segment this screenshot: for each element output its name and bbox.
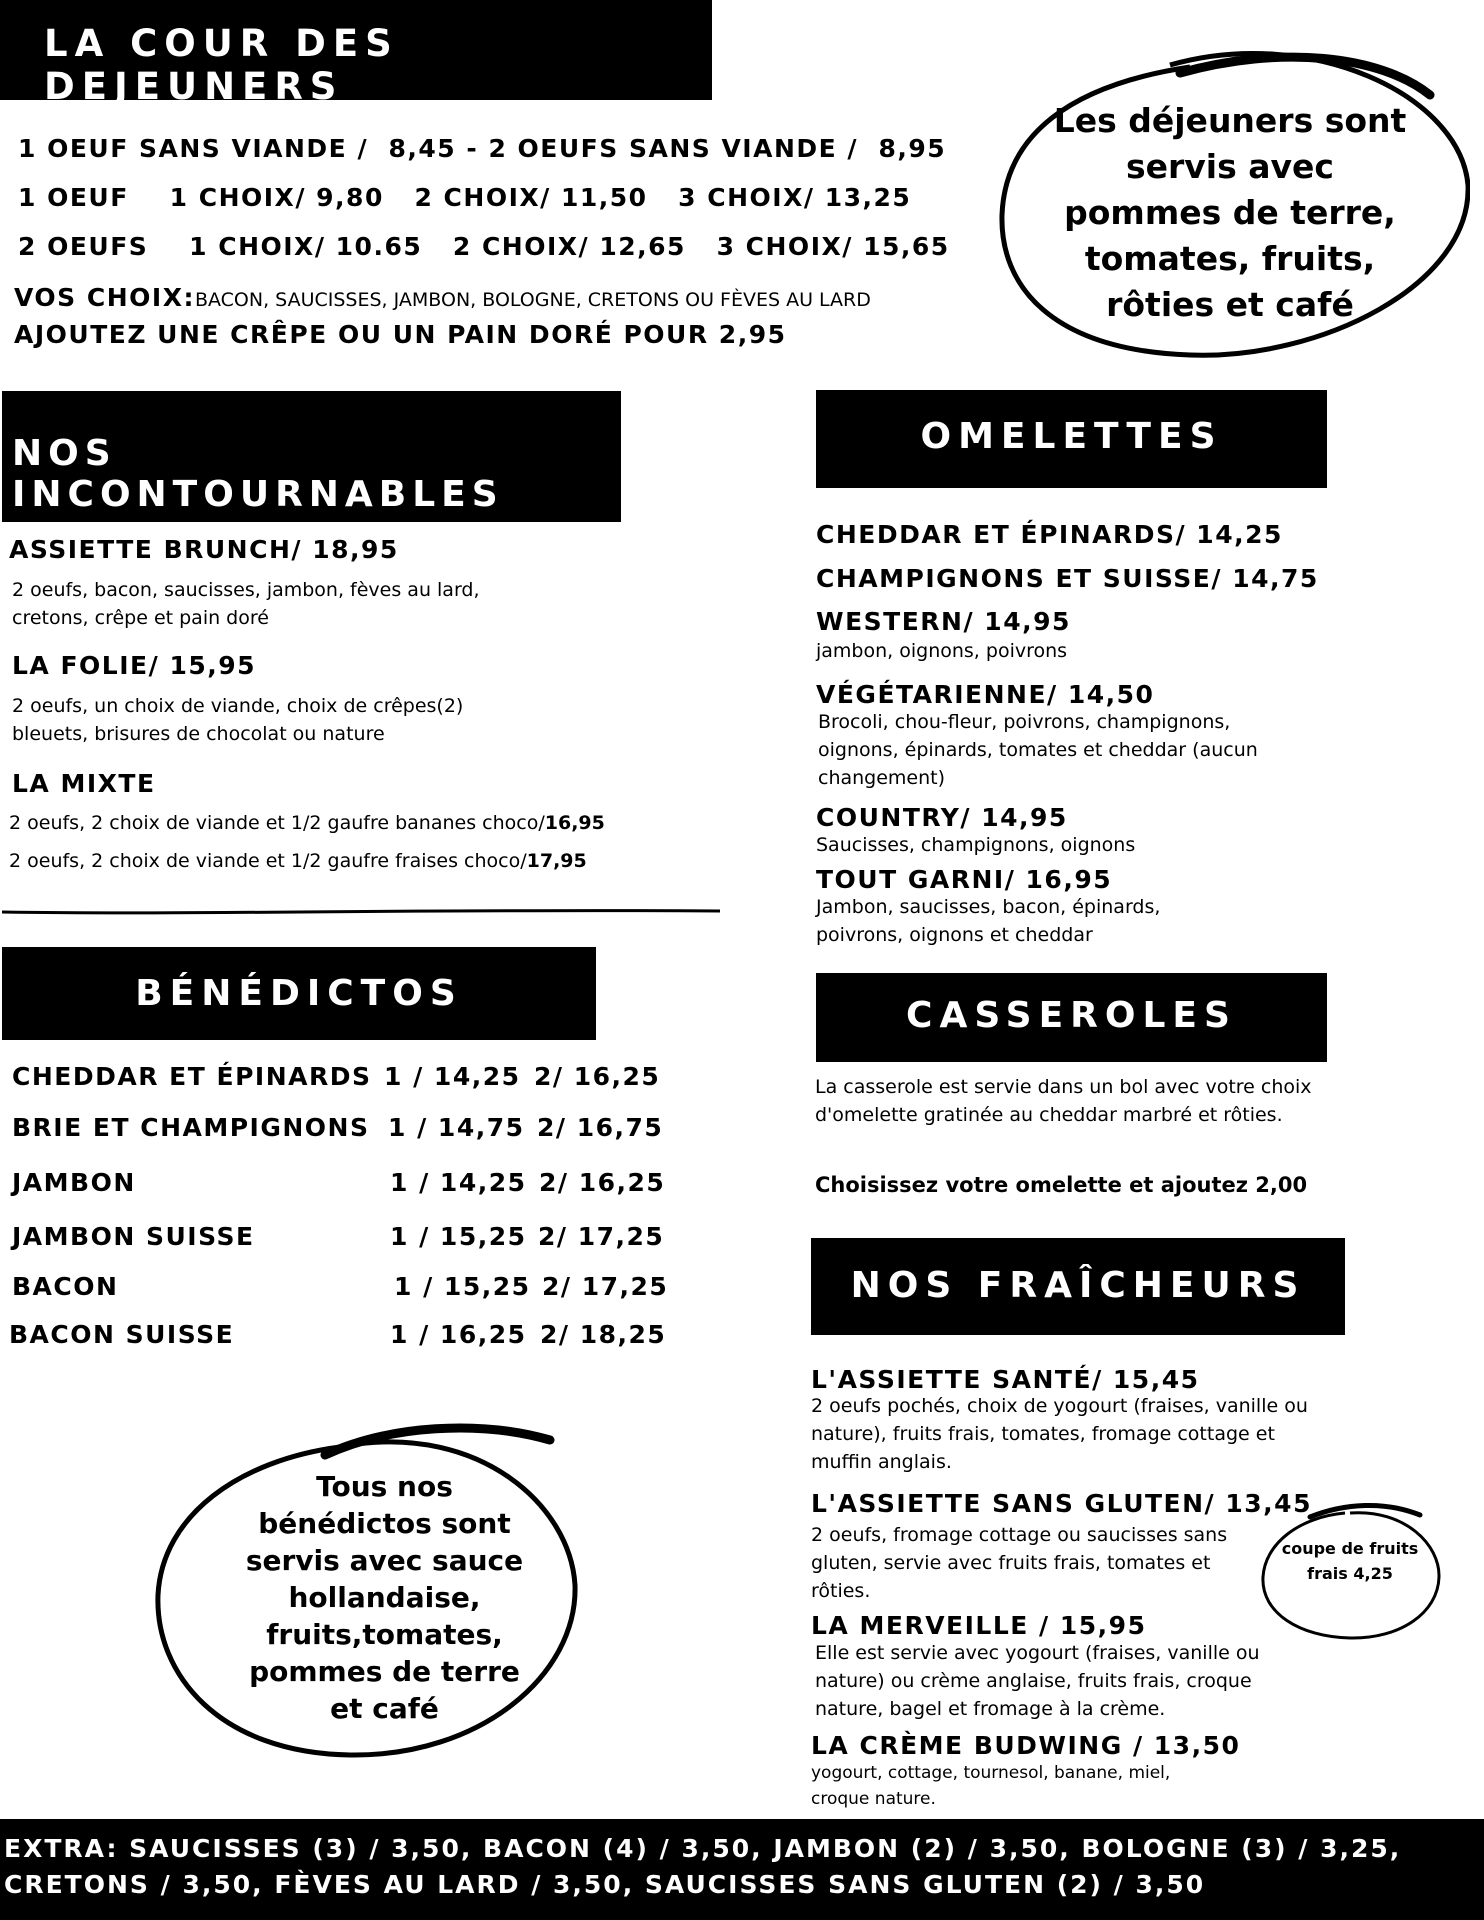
extras-line-2: CRETONS / 3,50, FÈVES AU LARD / 3,50, SAUCISSES SANS GLUTEN (2) / 3,50 bbox=[4, 1870, 1206, 1899]
assiette-sante-desc: 2 oeufs pochés, choix de yogourt (fraises, vanille ou nature), fruits frais, tomates, fromage cottage et muffin anglais. bbox=[811, 1395, 1308, 1473]
benedictos-banner bbox=[2, 947, 596, 1040]
mixte-line-1: 2 oeufs, 2 choix de viande et 1/2 gaufre bananes choco/16,95 bbox=[9, 812, 605, 834]
benedicto-row: CHEDDAR ET ÉPINARDS 1 / 14,25 2/ 16,25 bbox=[12, 1062, 661, 1091]
fraicheurs-banner bbox=[811, 1238, 1345, 1335]
mixte-price-1: 16,95 bbox=[544, 812, 605, 834]
omelette-country: COUNTRY/ 14,95 bbox=[816, 803, 1068, 832]
benedicto-row: BRIE ET CHAMPIGNONS 1 / 14,75 2/ 16,75 bbox=[12, 1113, 664, 1142]
assiette-sans-gluten: L'ASSIETTE SANS GLUTEN/ 13,45 bbox=[811, 1489, 1312, 1518]
assiette-sante: L'ASSIETTE SANTÉ/ 15,45 bbox=[811, 1365, 1200, 1394]
extras-bar bbox=[0, 1819, 1484, 1920]
casseroles-note: Choisissez votre omelette et ajoutez 2,00 bbox=[815, 1173, 1308, 1197]
la-merveille: LA MERVEILLE / 15,95 bbox=[811, 1611, 1147, 1640]
la-merveille-desc: Elle est servie avec yogourt (fraises, vanille ou nature) ou crème anglaise, fruits frais, croque nature, bagel et fromage à la crème. bbox=[815, 1642, 1260, 1720]
choices-line bbox=[14, 283, 871, 312]
folie-desc: 2 oeufs, un choix de viande, choix de crêpes(2) bleuets, brisures de chocolat ou nature bbox=[12, 695, 464, 745]
benedictos-note: Tous nos bénédictos sont servis avec sauce hollandaise, fruits,tomates, pommes de terre et café bbox=[245, 1470, 524, 1725]
one-egg-line: 1 OEUF 1 CHOIX/ 9,80 2 CHOIX/ 11,50 3 CHOIX/ 13,25 bbox=[18, 183, 912, 212]
breakfast-sides-note: Les déjeuners sont servis avec pommes de terre, tomates, fruits, rôties et café bbox=[1053, 101, 1407, 324]
brunch-name: ASSIETTE BRUNCH/ 18,95 bbox=[9, 535, 399, 564]
page-title: LA COUR DES DEJEUNERS bbox=[44, 22, 399, 108]
folie-name: LA FOLIE/ 15,95 bbox=[12, 651, 257, 680]
title-banner bbox=[0, 0, 712, 108]
casseroles-banner bbox=[816, 973, 1327, 1062]
brunch-desc: 2 oeufs, bacon, saucisses, jambon, fèves au lard, cretons, crêpe et pain doré bbox=[12, 579, 480, 629]
coupe-fruits-note: coupe de fruits frais 4,25 bbox=[1281, 1539, 1419, 1583]
eggs-no-meat-line: 1 OEUF SANS VIANDE / 8,45 - 2 OEUFS SANS VIANDE / 8,95 bbox=[18, 134, 947, 163]
benedicto-row: JAMBON SUISSE 1 / 15,25 2/ 17,25 bbox=[12, 1222, 665, 1251]
incontournables-banner bbox=[2, 391, 621, 522]
creme-budwing-desc: yogourt, cottage, tournesol, banane, miel, croque nature. bbox=[811, 1763, 1171, 1809]
two-eggs-line: 2 OEUFS 1 CHOIX/ 10.65 2 CHOIX/ 12,65 3 CHOIX/ 15,65 bbox=[18, 232, 950, 261]
omelette-western: WESTERN/ 14,95 bbox=[816, 607, 1071, 636]
omelette-cheddar: CHEDDAR ET ÉPINARDS/ 14,25 bbox=[816, 520, 1283, 549]
mixte-line-2: 2 oeufs, 2 choix de viande et 1/2 gaufre fraises choco/17,95 bbox=[9, 850, 587, 872]
incontournables-title: NOS INCONTOURNABLES bbox=[12, 433, 504, 515]
creme-budwing: LA CRÈME BUDWING / 13,50 bbox=[811, 1731, 1241, 1760]
country-desc: Saucisses, champignons, oignons bbox=[816, 834, 1136, 856]
casseroles-title: CASSEROLES bbox=[906, 995, 1237, 1036]
choices-list: BACON, SAUCISSES, JAMBON, BOLOGNE, CRETONS OU FÈVES AU LARD bbox=[194, 289, 871, 311]
western-desc: jambon, oignons, poivrons bbox=[816, 640, 1068, 662]
benedicto-row: BACON SUISSE 1 / 16,25 2/ 18,25 bbox=[9, 1320, 667, 1349]
mixte-price-2: 17,95 bbox=[526, 850, 587, 872]
fraicheurs-title: NOS FRAÎCHEURS bbox=[850, 1265, 1306, 1306]
omelette-tout-garni: TOUT GARNI/ 16,95 bbox=[816, 865, 1113, 894]
mixte-name: LA MIXTE bbox=[12, 769, 156, 798]
benedictos-title: BÉNÉDICTOS bbox=[135, 973, 463, 1014]
omelette-champignons: CHAMPIGNONS ET SUISSE/ 14,75 bbox=[816, 564, 1319, 593]
benedicto-row: BACON 1 / 15,25 2/ 17,25 bbox=[12, 1272, 669, 1301]
omelettes-banner bbox=[816, 390, 1327, 488]
crepe-addon-line: AJOUTEZ UNE CRÊPE OU UN PAIN DORÉ POUR 2,95 bbox=[14, 320, 787, 349]
tout-garni-desc: Jambon, saucisses, bacon, épinards, poivrons, oignons et cheddar bbox=[816, 896, 1161, 946]
casseroles-desc: La casserole est servie dans un bol avec votre choix d'omelette gratinée au cheddar marbré et rôties. bbox=[815, 1076, 1312, 1126]
omelette-vegetarienne: VÉGÉTARIENNE/ 14,50 bbox=[816, 680, 1155, 709]
divider-line bbox=[0, 906, 722, 918]
benedicto-row: JAMBON 1 / 14,25 2/ 16,25 bbox=[12, 1168, 666, 1197]
omelettes-title: OMELETTES bbox=[920, 416, 1223, 457]
choices-label: VOS CHOIX: bbox=[14, 283, 195, 312]
extras-line-1: EXTRA: SAUCISSES (3) / 3,50, BACON (4) / 3,50, JAMBON (2) / 3,50, BOLOGNE (3) / 3,25, bbox=[4, 1834, 1402, 1863]
assiette-sans-gluten-desc: 2 oeufs, fromage cottage ou saucisses sans gluten, servie avec fruits frais, tomates et rôties. bbox=[811, 1524, 1228, 1602]
vegetarienne-desc: Brocoli, chou-fleur, poivrons, champignons, oignons, épinards, tomates et cheddar (aucun changement) bbox=[818, 711, 1258, 789]
